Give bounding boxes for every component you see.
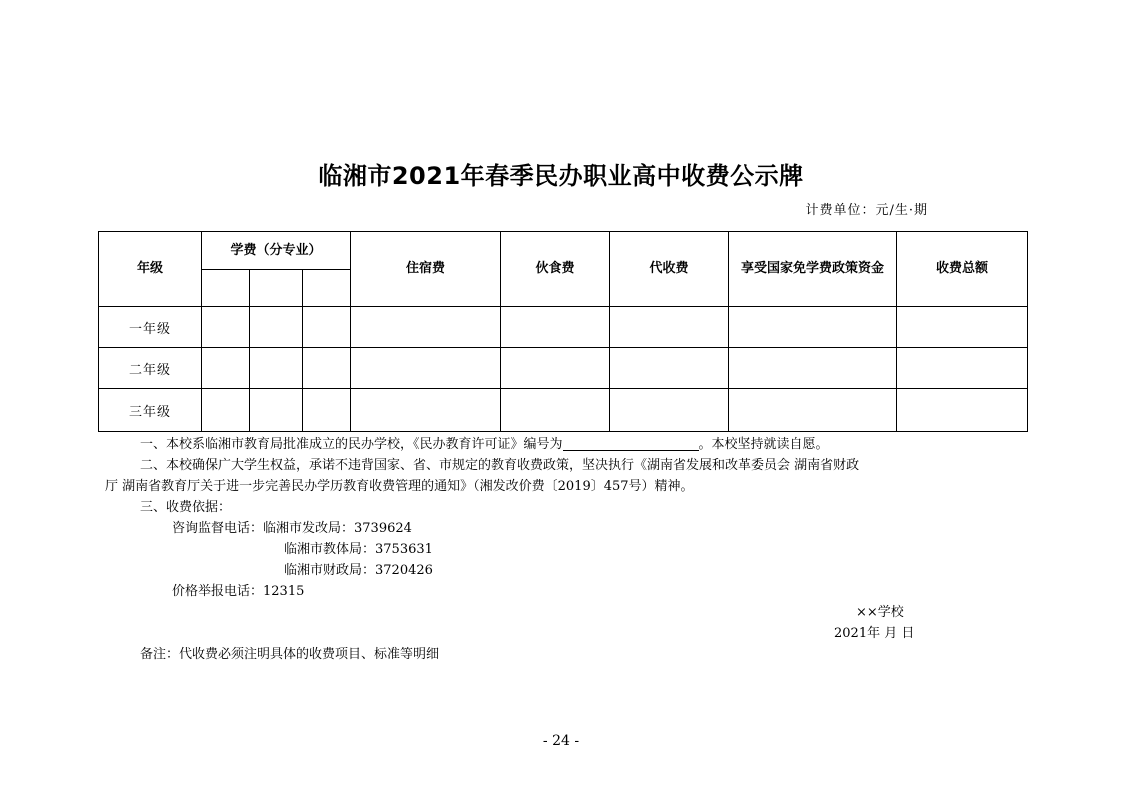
table-cell	[610, 307, 729, 348]
note-2-line-1: 二、本校确保广大学生权益，承诺不违背国家、省、市规定的教育收费政策，坚决执行《湖南省发展和改革委员会 湖南省财政	[140, 458, 860, 473]
header-grade: 年级	[99, 232, 202, 307]
table-cell	[897, 389, 1028, 432]
table-cell	[897, 348, 1028, 389]
table-cell	[897, 307, 1028, 348]
tuition-major-2-header	[250, 270, 303, 307]
finance-bureau-phone: 临湘市财政局：3720426	[284, 563, 433, 578]
table-cell	[501, 307, 610, 348]
table-cell	[729, 307, 897, 348]
table-cell	[729, 348, 897, 389]
table-cell	[250, 389, 303, 432]
note-3: 三、收费依据：	[140, 500, 232, 515]
header-accommodation: 住宿费	[351, 232, 501, 307]
table-cell	[501, 348, 610, 389]
tuition-major-1-header	[202, 270, 250, 307]
table-cell	[250, 348, 303, 389]
tuition-major-3-header	[303, 270, 351, 307]
table-cell	[729, 389, 897, 432]
table-cell	[351, 348, 501, 389]
table-cell	[202, 307, 250, 348]
price-report-phone: 价格举报电话：12315	[172, 584, 305, 599]
page-title: 临湘市2021年春季民办职业高中收费公示牌	[318, 162, 804, 190]
fee-table	[98, 231, 1028, 432]
table-cell	[610, 389, 729, 432]
remark: 备注：代收费必须注明具体的收费项目、标准等明细	[140, 647, 440, 662]
table-cell	[351, 389, 501, 432]
table-cell	[303, 348, 351, 389]
date: 2021年 月 日	[834, 626, 915, 641]
note-2-line-2: 厅 湖南省教育厅关于进一步完善民办学历教育收费管理的通知》（湘发改价费〔2019〕457号）精神。	[105, 479, 694, 494]
table-cell	[303, 307, 351, 348]
table-row	[99, 307, 1028, 348]
note-1-tail: 。本校坚持就读自愿。	[698, 437, 829, 452]
header-exemption: 享受国家免学费政策资金	[729, 232, 897, 307]
table-cell	[202, 348, 250, 389]
table-cell	[250, 307, 303, 348]
row-label: 一年级	[99, 307, 202, 348]
table-row	[99, 348, 1028, 389]
header-tuition: 学费（分专业）	[202, 232, 351, 270]
header-total: 收费总额	[897, 232, 1028, 307]
note-1	[140, 434, 829, 456]
table-cell	[501, 389, 610, 432]
edu-bureau-phone: 临湘市教体局：3753631	[284, 542, 433, 557]
table-cell	[202, 389, 250, 432]
row-label: 三年级	[99, 389, 202, 432]
header-collection: 代收费	[610, 232, 729, 307]
table-row	[99, 389, 1028, 432]
school-name: ××学校	[856, 605, 904, 620]
page-number: - 24 -	[542, 733, 580, 749]
consult-phone: 咨询监督电话：临湘市发改局：3739624	[172, 521, 412, 536]
table-cell	[351, 307, 501, 348]
fee-unit: 计费单位：元/生·期	[805, 203, 928, 218]
header-meals: 伙食费	[501, 232, 610, 307]
note-1-text: 一、本校系临湘市教育局批准成立的民办学校，《民办教育许可证》编号为	[140, 437, 563, 452]
table-cell	[610, 348, 729, 389]
license-number-blank	[563, 436, 699, 451]
table-cell	[303, 389, 351, 432]
row-label: 二年级	[99, 348, 202, 389]
